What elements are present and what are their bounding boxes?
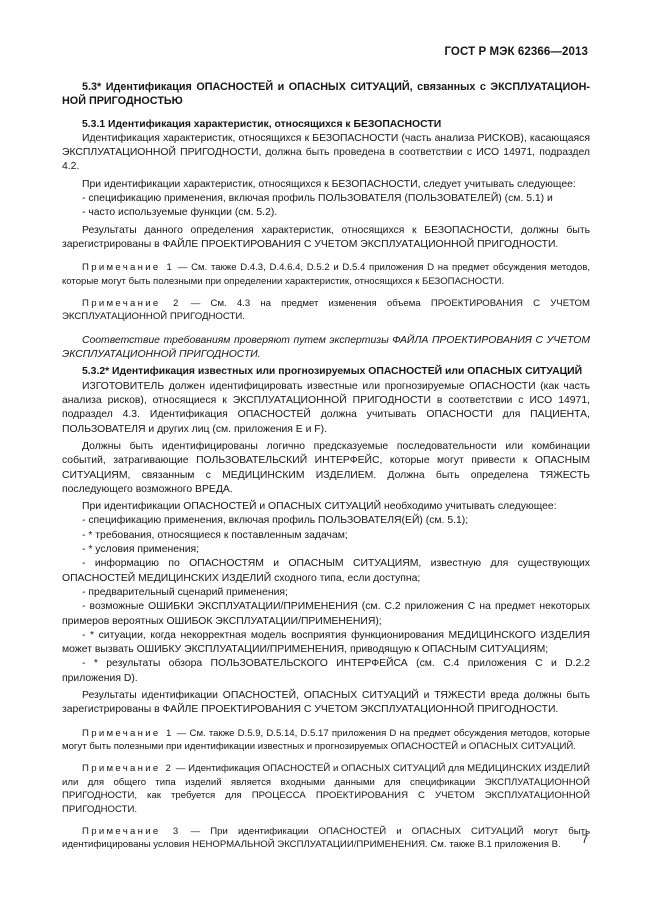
note-label: Примечание 3 bbox=[82, 826, 181, 838]
paragraph: Результаты данного определения характеристик, относящихся к БЕЗОПАСНОСТИ, должны быть зарегистрированы в ФАЙЛЕ ПРОЕКТИРОВАНИЯ С УЧЕТОМ ЭКСПЛУАТАЦИОННОЙ ПРИГОДНОСТИ. bbox=[62, 224, 590, 250]
note-label: Примечание 1 bbox=[82, 727, 174, 739]
note-text: — Идентификация ОПАСНОСТЕЙ и ОПАСНЫХ СИТУАЦИЙ для МЕДИЦИНСКИХ ИЗДЕЛИЙ или для общего типа изделий является входными данными для спецификации ЭКСПЛУАТАЦИОННОЙ ПРИГОДНОСТИ, как требуется для ПРОЦЕССА ПРОЕКТИРОВАНИЯ С УЧЕТОМ ЭКСПЛУАТАЦИОННОЙ ПРИГОДНОСТИ. bbox=[62, 763, 590, 815]
note-text: — При идентификации ОПАСНОСТЕЙ и ОПАСНЫХ СИТУАЦИЙ могут быть идентифицированы условия НЕНОРМАЛЬНОЙ ЭКСПЛУАТАЦИИ/ПРИМЕНЕНИЯ. См. также В.1 приложения В. bbox=[62, 826, 591, 851]
paragraph: При идентификации ОПАСНОСТЕЙ и ОПАСНЫХ СИТУАЦИЙ необходимо учитывать следующее: bbox=[82, 501, 557, 513]
paragraph: Результаты идентификации ОПАСНОСТЕЙ, ОПАСНЫХ СИТУАЦИЙ и ТЯЖЕСТИ вреда должны быть зарегистрированы в ФАЙЛЕ ПРОЕКТИРОВАНИЯ С УЧЕТОМ ЭКСПЛУАТАЦИОННОЙ ПРИГОДНОСТИ. bbox=[62, 690, 590, 716]
section-heading-5-3: 5.3* Идентификация ОПАСНОСТЕЙ и ОПАСНЫХ СИТУАЦИЙ, связанных с ЭКСПЛУАТАЦИОН-НОЙ ПРИГОДНОСТЬЮ bbox=[62, 81, 590, 108]
paragraph: Должны быть идентифицированы логично предсказуемые последовательности или комбинации событий, затрагивающие ПОЛЬЗОВАТЕЛЬСКИЙ ИНТЕРФЕЙС, которые могут привести к ОПАСНЫМ СИТУАЦИЯМ, связанным с МЕДИЦИНСКИМ ИЗДЕЛИЕМ. Должна быть определена ТЯЖЕСТЬ последующего возможного ВРЕДА. bbox=[62, 440, 590, 495]
section-heading-5-3-2: 5.3.2* Идентификация известных или прогнозируемых ОПАСНОСТЕЙ или ОПАСНЫХ СИТУАЦИЙ bbox=[82, 366, 583, 378]
paragraph: При идентификации характеристик, относящихся к БЕЗОПАСНОСТИ, следует учитывать следующее: bbox=[82, 178, 576, 190]
list-item: - спецификацию применения, включая профиль ПОЛЬЗОВАТЕЛЯ(ЕЙ) (см. 5.1); bbox=[82, 515, 469, 527]
section-heading-5-3-1: 5.3.1 Идентификация характеристик, относящихся к БЕЗОПАСНОСТИ bbox=[82, 118, 442, 130]
list-item: - * результаты обзора ПОЛЬЗОВАТЕЛЬСКОГО ИНТЕРФЕЙСА (см. С.4 приложения С и D.2.2 приложения D). bbox=[62, 658, 590, 684]
page-content bbox=[62, 80, 590, 852]
list-item: - информацию по ОПАСНОСТЯМ и ОПАСНЫМ СИТУАЦИЯМ, известную для существующих ОПАСНОСТЕЙ МЕДИЦИНСКИХ ИЗДЕЛИЙ сходного типа, если доступна; bbox=[62, 558, 590, 584]
list-item: - спецификацию применения, включая профиль ПОЛЬЗОВАТЕЛЯ (ПОЛЬЗОВАТЕЛЕЙ) (см. 5.1) и bbox=[82, 193, 553, 205]
paragraph: Идентификация характеристик, относящихся к БЕЗОПАСНОСТИ (часть анализа РИСКОВ), касающаяся ЭКСПЛУАТАЦИОННОЙ ПРИГОДНОСТИ, должна быть проведена в соответствии с ИСО 14971, подраздел 4.2. bbox=[62, 132, 590, 173]
note-text: — См. также D.4.3, D.4.6.4, D.5.2 и D.5.4 приложения D на предмет обсуждения методов, которые могут быть полезными при определении характеристик, относящихся к БЕЗОПАСНОСТИ. bbox=[62, 262, 590, 287]
list-item: - * ситуации, когда некорректная модель восприятия функционирования МЕДИЦИНСКОГО ИЗДЕЛИЯ может вызвать ОШИБКУ ЭКСПЛУАТАЦИИ/ПРИМЕНЕНИЯ, приводящую к ОПАСНЫМ СИТУАЦИЯМ; bbox=[62, 629, 590, 656]
note bbox=[62, 727, 590, 754]
note bbox=[62, 762, 590, 816]
list-item: - предварительный сценарий применения; bbox=[82, 586, 288, 598]
note-label: Примечание 2 bbox=[82, 298, 181, 310]
standard-header: ГОСТ Р МЭК 62366—2013 bbox=[444, 46, 588, 58]
note-label: Примечание 2 bbox=[82, 763, 174, 775]
list-item: - часто используемые функции (см. 5.2). bbox=[82, 207, 278, 219]
list-item: - * условия применения; bbox=[82, 544, 200, 556]
compliance-statement: Соответствие требованиям проверяют путем экспертизы ФАЙЛА ПРОЕКТИРОВАНИЯ С УЧЕТОМ ЭКСПЛУАТАЦИОННОЙ ПРИГОДНОСТИ. bbox=[62, 334, 590, 361]
note-text: — См. 4.3 на предмет изменения объема ПРОЕКТИРОВАНИЯ С УЧЕТОМ ЭКСПЛУАТАЦИОННОЙ ПРИГОДНОСТИ. bbox=[62, 298, 590, 323]
note-label: Примечание 1 bbox=[82, 262, 175, 274]
note bbox=[62, 261, 590, 288]
list-item: - возможные ОШИБКИ ЭКСПЛУАТАЦИИ/ПРИМЕНЕНИЯ (см. С.2 приложения С на предмет некоторых примеров вероятных ОШИБОК ЭКСПЛУАТАЦИИ/ПРИМЕНЕНИЯ); bbox=[62, 601, 590, 627]
page-number: 7 bbox=[581, 834, 588, 846]
note bbox=[62, 825, 590, 852]
list-item: - * требования, относящиеся к поставленным задачам; bbox=[82, 529, 348, 541]
note-text: — См. также D.5.9, D.5.14, D.5.17 приложения D на предмет обсуждения методов, которые могут быть полезными при идентификации известных и прогнозируемых ОПАСНОСТЕЙ и ОПАСНЫХ СИТУАЦИЙ. bbox=[62, 727, 590, 753]
note bbox=[62, 297, 590, 324]
paragraph: ИЗГОТОВИТЕЛЬ должен идентифицировать известные или прогнозируемые ОПАСНОСТИ (как часть анализа рисков), относящиеся к ЭКСПЛУАТАЦИОННОЙ ПРИГОДНОСТИ в соответствии с ИСО 14971, подраздел 4.3. Идентификация ОПАСНОСТЕЙ должна учитывать ОПАСНОСТИ для ПАЦИЕНТА, ПОЛЬЗОВАТЕЛЯ и других лиц (см. приложения Е и F). bbox=[62, 380, 590, 435]
